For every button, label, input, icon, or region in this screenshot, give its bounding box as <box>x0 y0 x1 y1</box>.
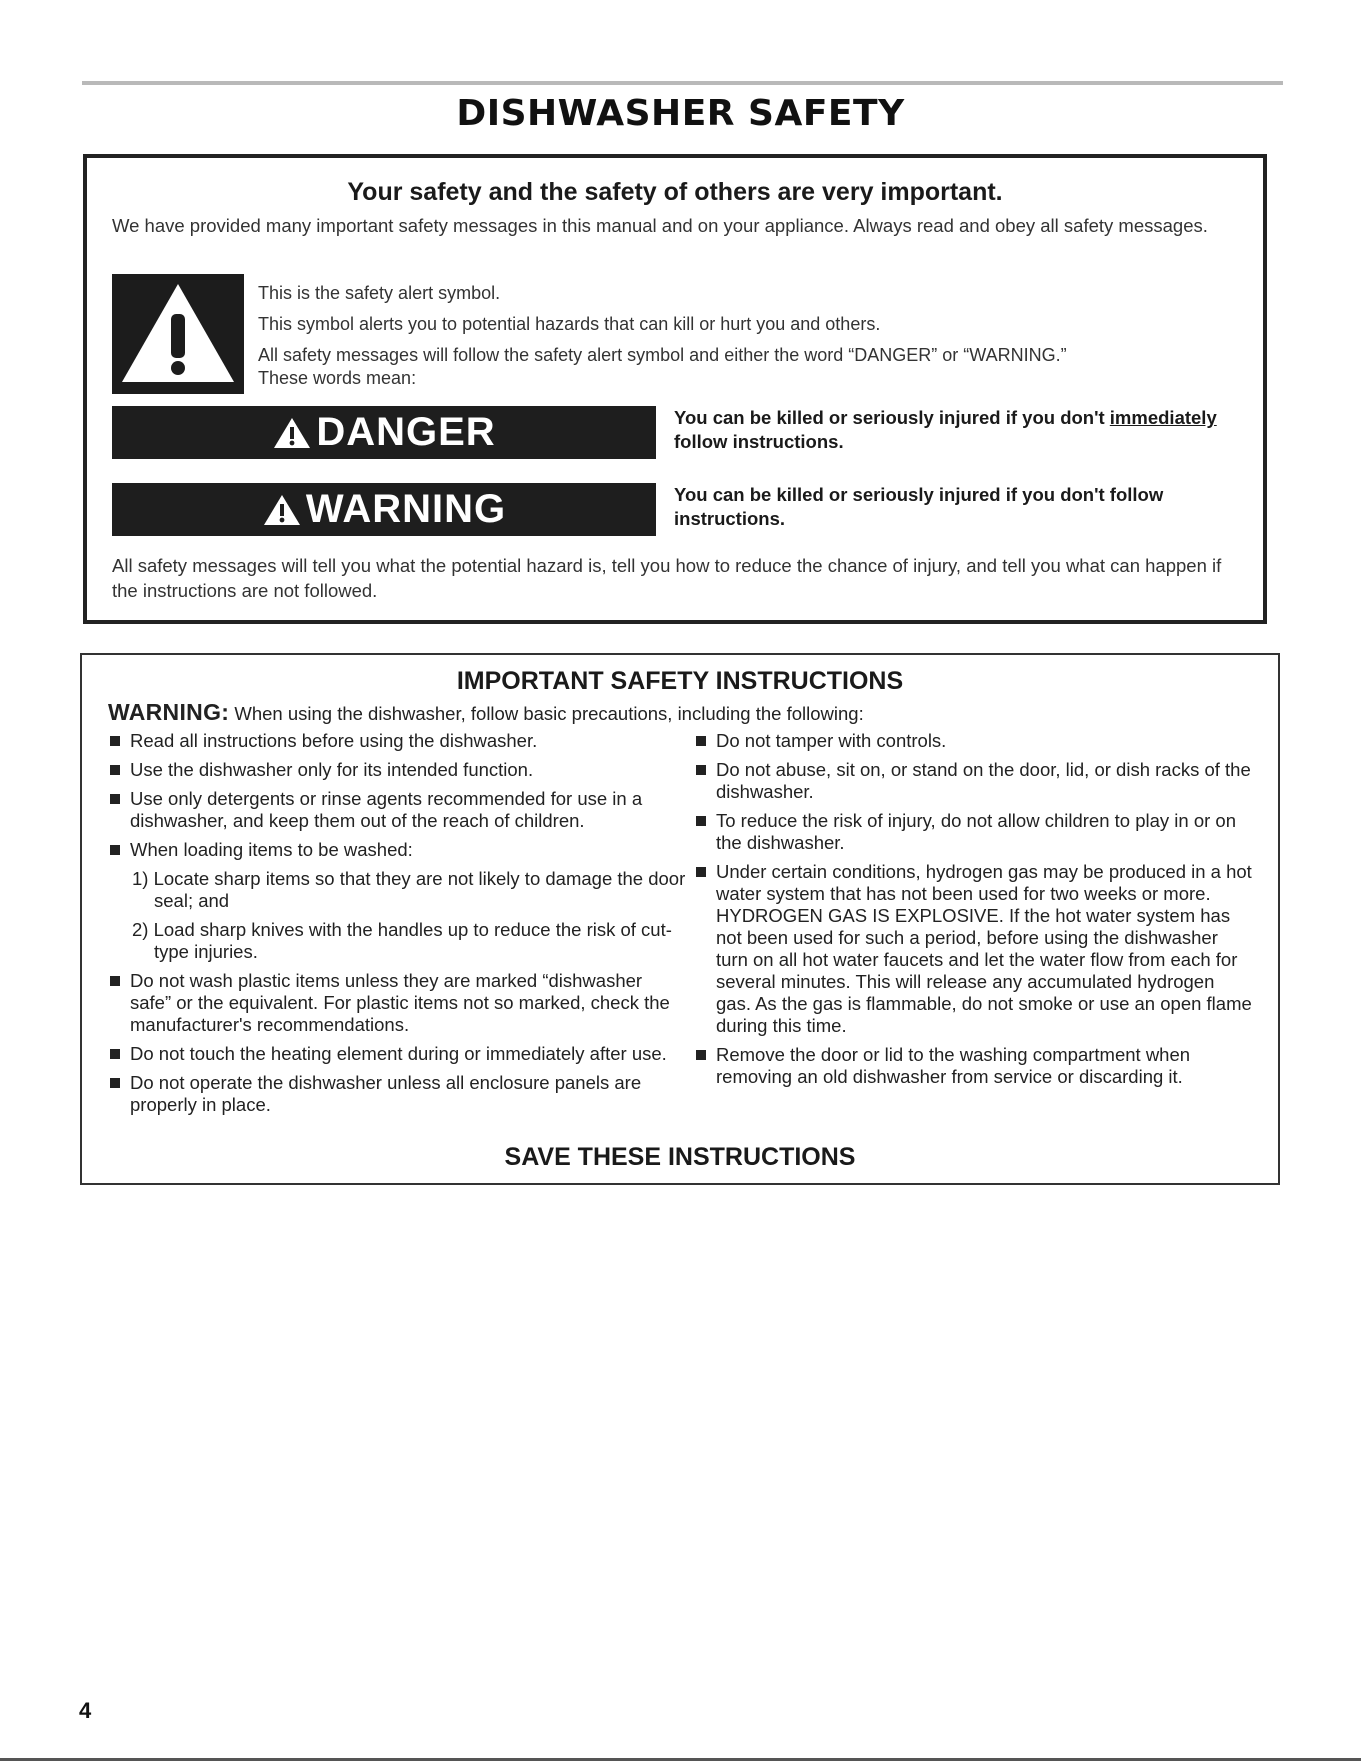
list-item <box>108 759 688 781</box>
item-text: When loading items to be washed: <box>130 839 413 860</box>
instructions-heading: IMPORTANT SAFETY INSTRUCTIONS <box>456 667 904 695</box>
warning-signal-bar <box>112 483 656 536</box>
warning-label: WARNING <box>305 487 507 531</box>
list-item <box>694 861 1254 1037</box>
danger-label: DANGER <box>316 410 496 454</box>
danger-text-part: follow instructions. <box>674 431 844 452</box>
list-item <box>108 788 688 832</box>
item-text: Do not tamper with controls. <box>716 730 947 751</box>
list-item <box>694 730 1254 752</box>
list-item <box>108 839 688 861</box>
bullet-icon <box>110 1078 120 1088</box>
bullet-icon <box>696 765 706 775</box>
alert-line: All safety messages will follow the safety alert symbol and either the word “DANGER” or “WARNING.” <box>258 345 1067 365</box>
safety-footer: All safety messages will tell you what the potential hazard is, tell you how to reduce the chance of injury, and tell you what can happen if the instructions are not followed. <box>112 555 1222 601</box>
warning-text: When using the dishwasher, follow basic precautions, including the following: <box>229 703 864 724</box>
list-item <box>108 970 688 1036</box>
bullet-icon <box>696 816 706 826</box>
bullet-icon <box>696 867 706 877</box>
bullet-icon <box>696 1050 706 1060</box>
top-rule <box>82 81 1283 85</box>
alert-triangle-icon <box>272 416 312 450</box>
item-text: Under certain conditions, hydrogen gas may be produced in a hot water system that has not been used for two weeks or more. HYDROGEN GAS IS EXPLOSIVE. If the hot water system has not been used for such a period, before using the dishwasher turn on all hot water faucets and let the water flow from each for several minutes. This will release any accumulated hydrogen gas. As the gas is flammable, do not smoke or use an open flame during this time. <box>716 861 1252 1036</box>
bullet-icon <box>110 976 120 986</box>
page-title: DISHWASHER SAFETY <box>456 93 905 134</box>
item-text: Do not operate the dishwasher unless all enclosure panels are properly in place. <box>130 1072 642 1115</box>
important-safety-instructions-box <box>80 653 1280 1185</box>
item-text: Do not touch the heating element during or immediately after use. <box>130 1043 667 1064</box>
safety-message-box <box>83 154 1267 624</box>
list-item <box>694 810 1254 854</box>
bullet-icon <box>696 736 706 746</box>
danger-text-underlined: immediately <box>1109 407 1217 428</box>
instructions-right-column <box>694 730 1254 1095</box>
bullet-icon <box>110 765 120 775</box>
list-item <box>108 1072 688 1116</box>
item-text: Remove the door or lid to the washing compartment when removing an old dishwasher from service or discarding it. <box>716 1044 1191 1087</box>
item-text: Do not abuse, sit on, or stand on the door, lid, or dish racks of the dishwasher. <box>716 759 1251 802</box>
list-item <box>108 730 688 752</box>
alert-line: These words mean: <box>258 368 417 388</box>
bullet-icon <box>110 794 120 804</box>
safety-alert-icon <box>112 274 244 394</box>
safety-intro: We have provided many important safety messages in this manual and on your appliance. Always read and obey all safety messages. <box>112 215 1208 236</box>
item-text: Use only detergents or rinse agents recommended for use in a dishwasher, and keep them out of the reach of children. <box>130 788 643 831</box>
safety-heading: Your safety and the safety of others are very important. <box>347 178 1003 206</box>
warning-description: You can be killed or seriously injured if you don't follow instructions. <box>674 484 1164 529</box>
alert-triangle-icon <box>262 493 302 527</box>
list-item <box>108 1043 688 1065</box>
sub-list-item: 2) Load sharp knives with the handles up to reduce the risk of cut-type injuries. <box>132 919 672 962</box>
danger-signal-bar <box>112 406 656 459</box>
bullet-icon <box>110 845 120 855</box>
page-number: 4 <box>79 1698 92 1723</box>
save-instructions-line: SAVE THESE INSTRUCTIONS <box>504 1143 856 1171</box>
danger-text-part: You can be killed or seriously injured if you don't <box>674 407 1110 428</box>
sub-list-item: 1) Locate sharp items so that they are not likely to damage the door seal; and <box>132 868 686 911</box>
danger-description <box>674 406 1249 454</box>
item-text: Read all instructions before using the dishwasher. <box>130 730 538 751</box>
alert-line: This symbol alerts you to potential hazards that can kill or hurt you and others. <box>258 314 881 334</box>
alert-line: This is the safety alert symbol. <box>258 283 501 303</box>
list-item <box>694 759 1254 803</box>
bullet-icon <box>110 736 120 746</box>
bullet-icon <box>110 1049 120 1059</box>
item-text: Use the dishwasher only for its intended function. <box>130 759 534 780</box>
instructions-warning-line <box>108 699 864 726</box>
list-item <box>694 1044 1254 1088</box>
alert-symbol-description <box>258 282 1208 398</box>
warning-word: WARNING: <box>108 699 230 725</box>
instructions-left-column <box>108 730 688 1123</box>
item-text: To reduce the risk of injury, do not allow children to play in or on the dishwasher. <box>716 810 1236 853</box>
item-text: Do not wash plastic items unless they are marked “dishwasher safe” or the equivalent. For plastic items not so marked, check the manufacturer's recommendations. <box>130 970 670 1035</box>
